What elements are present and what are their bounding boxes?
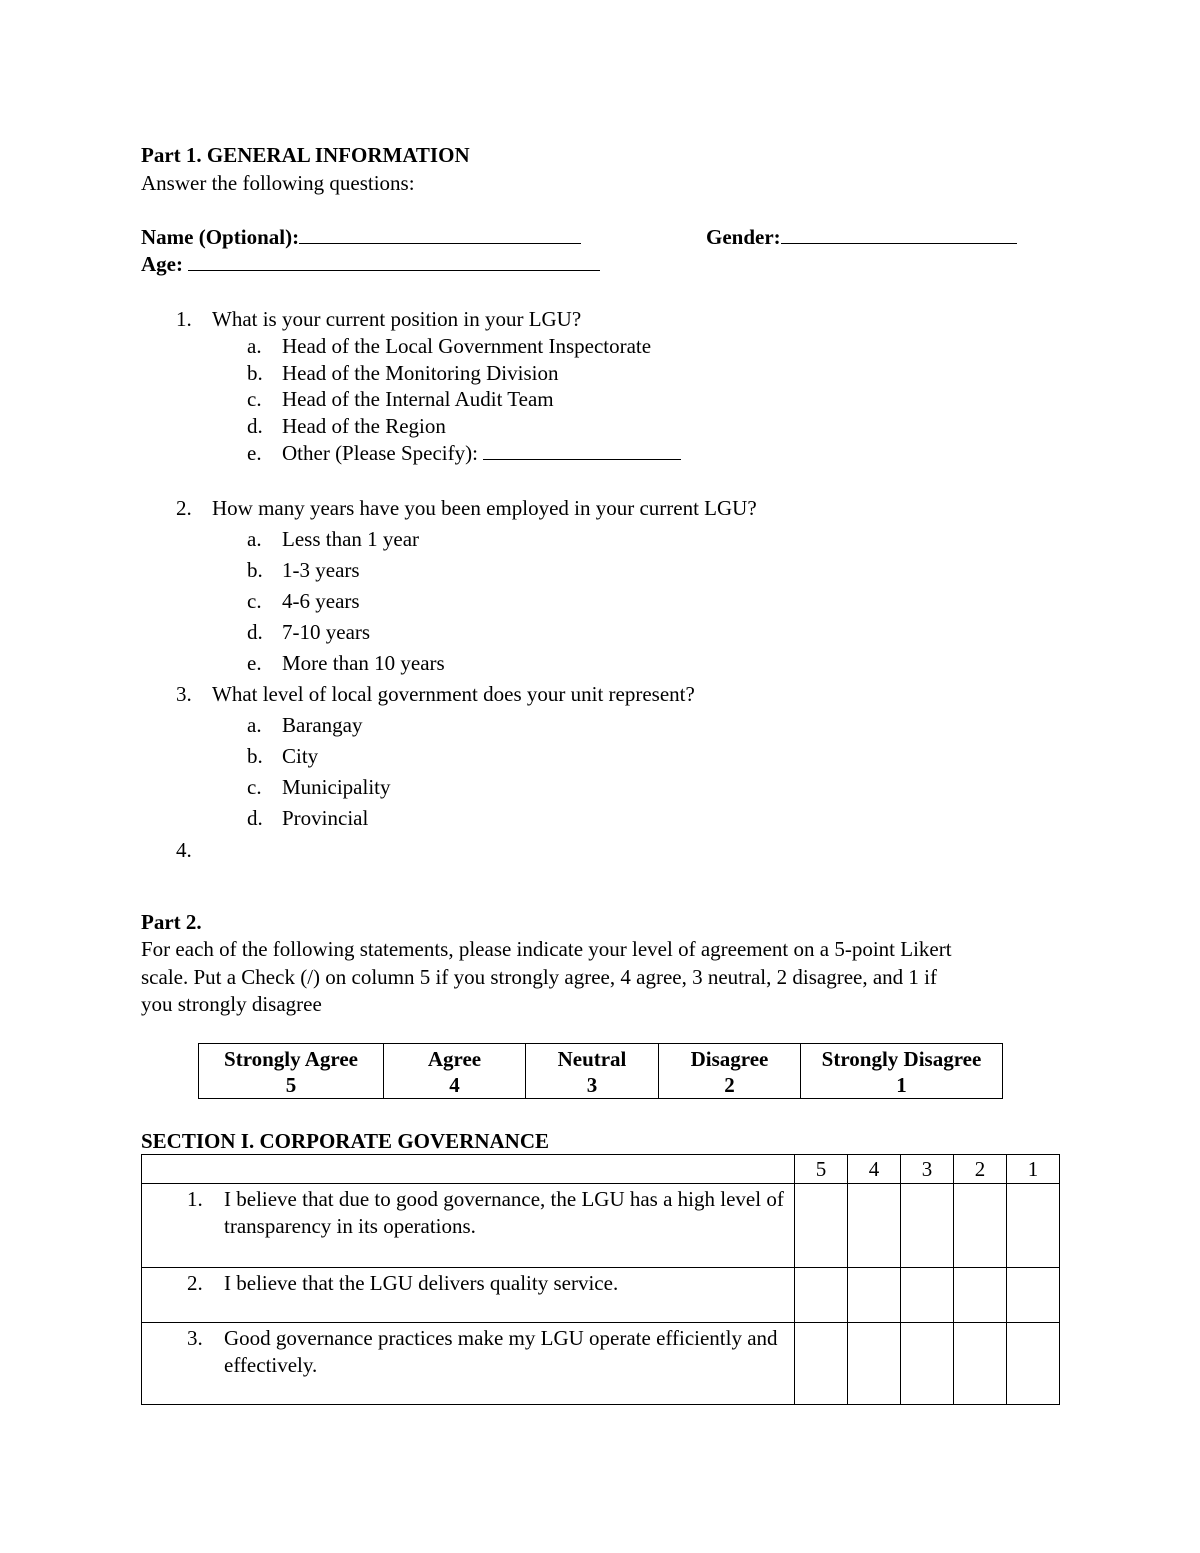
q3-option-letter: d. — [247, 806, 263, 830]
statement-number: 3. — [187, 1326, 203, 1350]
statement-text: I believe that the LGU delivers quality service. — [224, 1271, 619, 1295]
statement-cell — [142, 1323, 795, 1405]
name-input-line[interactable] — [299, 224, 581, 244]
rating-cell-1[interactable] — [1007, 1268, 1060, 1323]
gender-field-row — [706, 224, 1017, 251]
rating-cell-5[interactable] — [795, 1268, 848, 1323]
part2-instruction-line: For each of the following statements, please indicate your level of agreement on a 5-point Likert — [141, 937, 952, 961]
gender-input-line[interactable] — [781, 224, 1017, 244]
statement-cell — [142, 1184, 795, 1268]
rating-cell-1[interactable] — [1007, 1184, 1060, 1268]
age-label: Age: — [141, 252, 183, 276]
q2-option-text[interactable]: 1-3 years — [282, 558, 360, 582]
q2-option-text[interactable]: More than 10 years — [282, 651, 445, 675]
scale-label: Strongly Agree — [224, 1047, 358, 1071]
table-row — [142, 1323, 1060, 1405]
q2-option-text[interactable]: 4-6 years — [282, 589, 360, 613]
header-blank-cell — [142, 1155, 795, 1184]
q1-option-letter: b. — [247, 361, 263, 385]
part2-instruction-line: you strongly disagree — [141, 992, 322, 1016]
question-2-number: 2. — [176, 496, 192, 520]
q1-option-text[interactable]: Head of the Region — [282, 414, 446, 438]
q1-option-text[interactable]: Other (Please Specify): — [282, 441, 478, 465]
section1-table — [141, 1154, 1060, 1405]
q1-option-letter: c. — [247, 387, 262, 411]
q1-option-letter: e. — [247, 441, 262, 465]
q3-option-text[interactable]: Municipality — [282, 775, 391, 799]
part2-instruction-line: scale. Put a Check (/) on column 5 if you strongly agree, 4 agree, 3 neutral, 2 disagree, and 1 if — [141, 965, 938, 989]
other-specify-input-line[interactable] — [483, 440, 681, 460]
rating-cell-4[interactable] — [848, 1323, 901, 1405]
column-header: 3 — [901, 1155, 954, 1184]
table-row — [142, 1184, 1060, 1268]
question-4-number: 4. — [176, 838, 192, 862]
column-header: 2 — [954, 1155, 1007, 1184]
rating-cell-3[interactable] — [901, 1184, 954, 1268]
section1-title: SECTION I. CORPORATE GOVERNANCE — [141, 1129, 549, 1153]
rating-cell-2[interactable] — [954, 1268, 1007, 1323]
statement-text: I believe that due to good governance, the LGU has a high level of transparency in its operations. — [224, 1187, 784, 1238]
question-1-number: 1. — [176, 307, 192, 331]
table-row — [142, 1268, 1060, 1323]
scale-cell — [801, 1044, 1003, 1099]
question-3-text: What level of local government does your unit represent? — [212, 682, 695, 706]
name-field-row — [141, 224, 581, 251]
q1-option-letter: a. — [247, 334, 262, 358]
scale-cell — [659, 1044, 801, 1099]
q2-option-letter: b. — [247, 558, 263, 582]
scale-value: 3 — [586, 1073, 598, 1097]
scale-value: 4 — [449, 1073, 460, 1097]
statement-number: 1. — [187, 1187, 203, 1211]
q2-option-letter: e. — [247, 651, 262, 675]
q3-option-text[interactable]: Provincial — [282, 806, 369, 830]
part1-title: Part 1. GENERAL INFORMATION — [141, 143, 470, 167]
question-3-number: 3. — [176, 682, 192, 706]
q3-option-text[interactable]: Barangay — [282, 713, 363, 737]
scale-value: 5 — [285, 1073, 297, 1097]
name-label: Name (Optional): — [141, 225, 300, 249]
q1-option-letter: d. — [247, 414, 263, 438]
scale-value: 1 — [896, 1073, 907, 1097]
q2-option-text[interactable]: Less than 1 year — [282, 527, 420, 551]
q2-option-text[interactable]: 7-10 years — [282, 620, 371, 644]
gender-label: Gender: — [706, 225, 781, 249]
question-2-text: How many years have you been employed in your current LGU? — [212, 496, 757, 520]
rating-cell-1[interactable] — [1007, 1323, 1060, 1405]
q3-option-text[interactable]: City — [282, 744, 319, 768]
scale-cell — [384, 1044, 526, 1099]
rating-cell-2[interactable] — [954, 1323, 1007, 1405]
q2-option-letter: c. — [247, 589, 262, 613]
scale-value: 2 — [724, 1073, 735, 1097]
scale-label: Strongly Disagree — [821, 1047, 982, 1071]
statement-number: 2. — [187, 1271, 203, 1295]
scale-cell — [199, 1044, 384, 1099]
column-header: 5 — [795, 1155, 848, 1184]
scale-label: Neutral — [557, 1047, 627, 1071]
rating-cell-3[interactable] — [901, 1323, 954, 1405]
part1-instruction: Answer the following questions: — [141, 171, 415, 195]
statement-text: Good governance practices make my LGU operate efficiently and effectively. — [224, 1326, 778, 1377]
likert-scale-legend — [198, 1043, 1003, 1099]
q1-option-text[interactable]: Head of the Local Government Inspectorate — [282, 334, 652, 358]
q1-option-text[interactable]: Head of the Internal Audit Team — [282, 387, 554, 411]
rating-cell-4[interactable] — [848, 1184, 901, 1268]
rating-cell-5[interactable] — [795, 1323, 848, 1405]
rating-cell-2[interactable] — [954, 1184, 1007, 1268]
q3-option-letter: b. — [247, 744, 263, 768]
q3-option-letter: a. — [247, 713, 262, 737]
scale-cell — [526, 1044, 659, 1099]
statement-cell — [142, 1268, 795, 1323]
question-1-text: What is your current position in your LGU? — [212, 307, 582, 331]
column-header: 1 — [1007, 1155, 1060, 1184]
scale-label: Disagree — [690, 1047, 769, 1071]
q2-option-letter: a. — [247, 527, 262, 551]
age-field-row — [141, 251, 600, 278]
scale-label: Agree — [427, 1047, 482, 1071]
part2-title: Part 2. — [141, 910, 202, 934]
q2-option-letter: d. — [247, 620, 263, 644]
age-input-line[interactable] — [188, 251, 600, 271]
rating-cell-5[interactable] — [795, 1184, 848, 1268]
q1-option-other-row — [282, 440, 681, 467]
q1-option-text[interactable]: Head of the Monitoring Division — [282, 361, 559, 385]
rating-cell-3[interactable] — [901, 1268, 954, 1323]
column-header: 4 — [848, 1155, 901, 1184]
q3-option-letter: c. — [247, 775, 262, 799]
rating-cell-4[interactable] — [848, 1268, 901, 1323]
